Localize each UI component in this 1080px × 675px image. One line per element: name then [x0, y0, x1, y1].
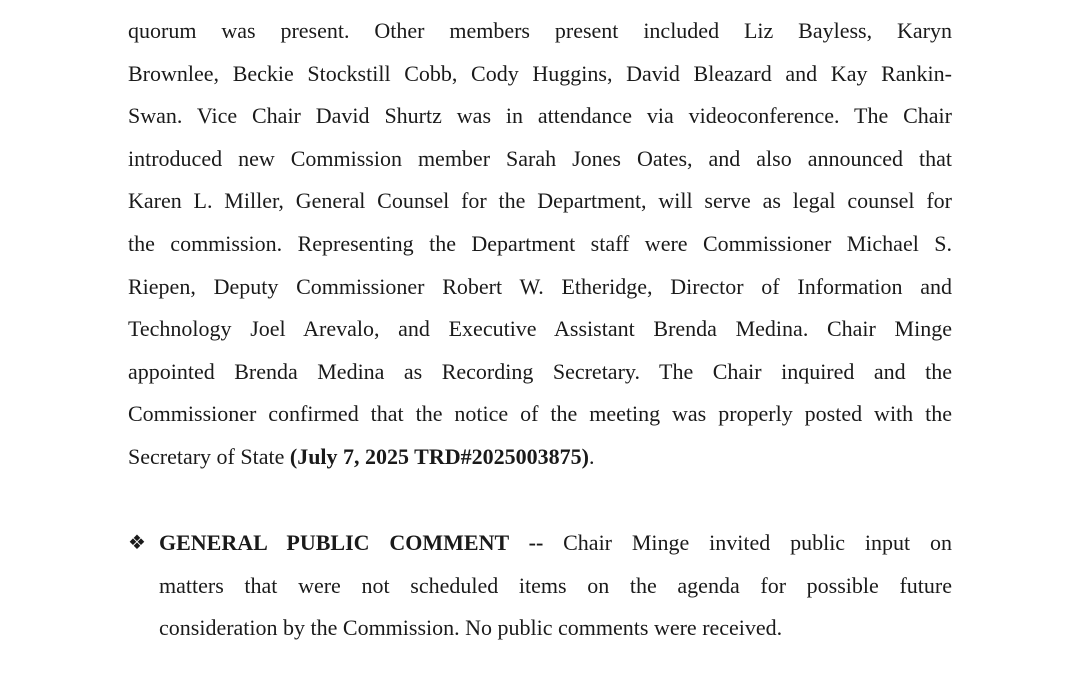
- diamond-bullet-icon: ❖: [128, 532, 146, 554]
- bullet-line: consideration by the Commission. No public comments were received.: [159, 615, 783, 641]
- bullet-first-line: [159, 522, 952, 565]
- first-line-text: Chair Minge invited public input on: [543, 530, 952, 555]
- last-line-prefix: Secretary of State: [128, 443, 290, 469]
- paragraph-line: the commission. Representing the Department staff were Commissioner Michael S.: [128, 230, 952, 256]
- attendance-paragraph: [128, 10, 952, 479]
- paragraph-line: Swan. Vice Chair David Shurtz was in attendance via videoconference. The Chair: [128, 103, 952, 129]
- section-heading: GENERAL PUBLIC COMMENT --: [159, 530, 544, 555]
- general-public-comment-body: [159, 522, 952, 650]
- posting-reference: (July 7, 2025 TRD#2025003875): [289, 443, 589, 469]
- paragraph-line: Commissioner confirmed that the notice of the meeting was properly posted with the: [128, 401, 952, 427]
- paragraph-line: introduced new Commission member Sarah Jones Oates, and also announced that: [128, 145, 952, 171]
- paragraph-line: quorum was present. Other members present included Liz Bayless, Karyn: [128, 18, 952, 43]
- paragraph-line: Karen L. Miller, General Counsel for the Department, will serve as legal counsel for: [128, 188, 952, 214]
- paragraph-line: Brownlee, Beckie Stockstill Cobb, Cody Huggins, David Bleazard and Kay Rankin-: [128, 60, 952, 86]
- general-public-comment-item: [128, 522, 952, 650]
- last-line-suffix: .: [588, 443, 595, 469]
- paragraph-line: Riepen, Deputy Commissioner Robert W. Etheridge, Director of Information and: [128, 273, 952, 299]
- paragraph-line: Technology Joel Arevalo, and Executive Assistant Brenda Medina. Chair Minge: [128, 316, 952, 342]
- bullet-line: matters that were not scheduled items on the agenda for possible future: [159, 572, 952, 598]
- paragraph-last-line: [128, 436, 952, 479]
- paragraph-line: appointed Brenda Medina as Recording Secretary. The Chair inquired and the: [128, 358, 952, 384]
